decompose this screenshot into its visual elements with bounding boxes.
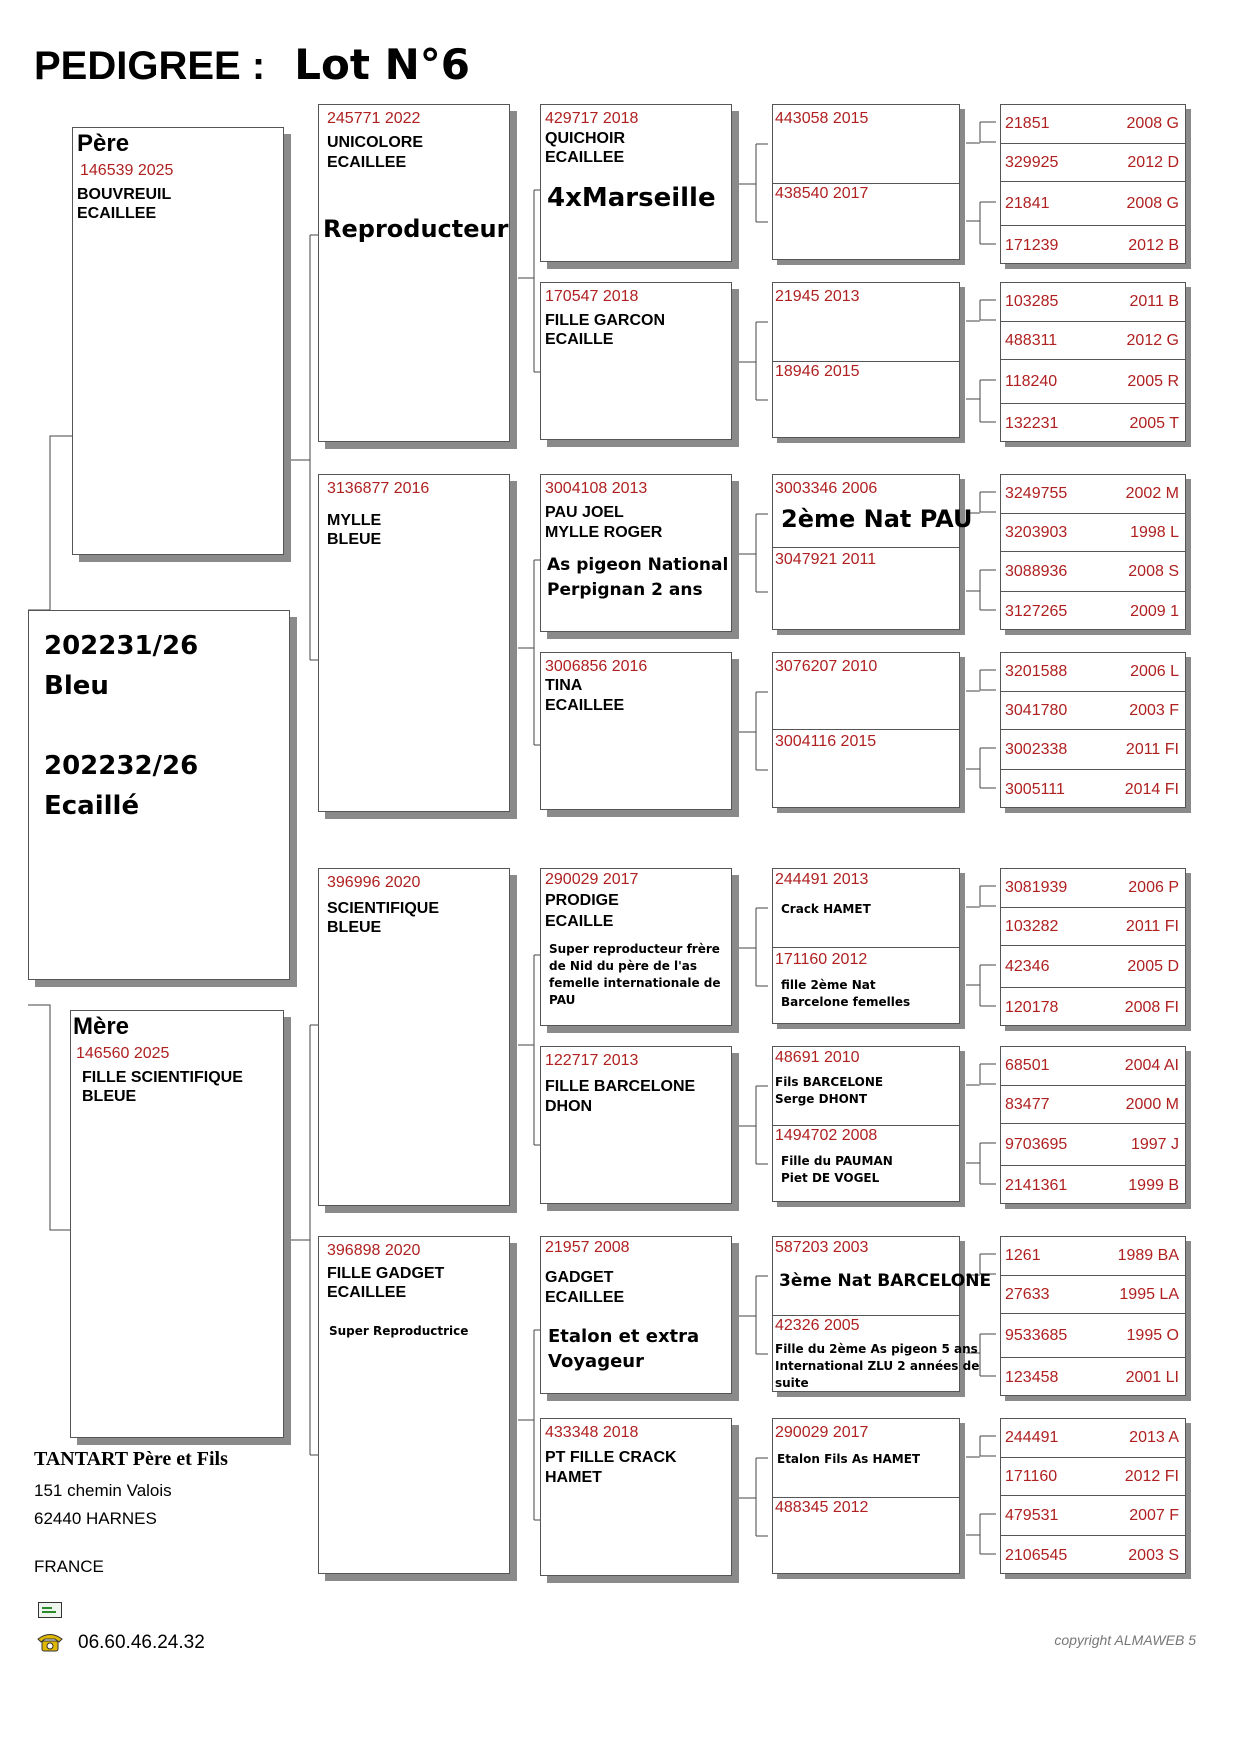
gen5-group-6 bbox=[1000, 1046, 1186, 1204]
subject-ring-1: 202231/26 bbox=[44, 631, 199, 661]
gen3-f-name-2: DHON bbox=[545, 1098, 593, 1115]
gen4-7-bottom-note-1: Fille du 2ème As pigeon 5 ans bbox=[775, 1342, 978, 1356]
mother-label: Mère bbox=[73, 1013, 130, 1040]
gen5-ring: 120178 bbox=[1005, 999, 1059, 1016]
gen5-ring: 3249755 bbox=[1005, 485, 1068, 502]
gen5-year: 2011 B bbox=[1129, 293, 1179, 310]
gen5-group-4 bbox=[1000, 652, 1186, 808]
gen5-ring: 488311 bbox=[1005, 332, 1058, 349]
gen5-ring: 118240 bbox=[1005, 373, 1058, 390]
mother-card bbox=[70, 1010, 284, 1438]
dam-sire-name-2: BLEUE bbox=[327, 919, 382, 936]
gen5-row bbox=[1001, 403, 1185, 444]
gen5-year: 2003 S bbox=[1128, 1547, 1179, 1564]
gen5-ring: 244491 bbox=[1005, 1429, 1059, 1446]
gen3-e-note-1: Super reproducteur frère bbox=[549, 942, 720, 956]
gen5-year: 2005 D bbox=[1127, 958, 1179, 975]
gen5-row bbox=[1001, 1165, 1185, 1206]
gen5-group-1 bbox=[1000, 104, 1186, 264]
gen3-card-f bbox=[540, 1046, 732, 1204]
gen5-year: 2001 LI bbox=[1125, 1369, 1179, 1386]
gen3-g-note-2: Voyageur bbox=[548, 1351, 644, 1372]
gen5-year: 1995 O bbox=[1126, 1327, 1179, 1344]
gen4-6-top-note-2: Serge DHONT bbox=[775, 1092, 868, 1106]
gen4-5-top-ring: 244491 2013 bbox=[775, 871, 869, 888]
sire-sire-note: Reproducteur bbox=[323, 215, 509, 243]
gen3-e-note-3: femelle internationale de bbox=[549, 976, 721, 990]
gen5-ring: 2106545 bbox=[1005, 1547, 1068, 1564]
title-lot: Lot N°6 bbox=[294, 40, 470, 89]
gen3-card-g bbox=[540, 1236, 732, 1394]
gen3-b-name-1: FILLE GARCON bbox=[545, 312, 665, 329]
gen5-row bbox=[1001, 321, 1185, 360]
gen5-row bbox=[1001, 359, 1185, 404]
gen5-year: 2012 G bbox=[1126, 332, 1179, 349]
father-label: Père bbox=[77, 130, 130, 157]
gen3-e-name-1: PRODIGE bbox=[545, 892, 619, 909]
email-icon bbox=[38, 1602, 62, 1618]
gen3-g-name-1: GADGET bbox=[545, 1269, 614, 1286]
gen4-6-bottom-note-1: Fille du PAUMAN bbox=[781, 1154, 893, 1168]
gen4-3-top-note: 2ème Nat PAU bbox=[781, 505, 973, 533]
gen5-row bbox=[1001, 987, 1185, 1028]
gen4-6-bottom-note-2: Piet DE VOGEL bbox=[781, 1171, 880, 1185]
gen5-year: 2004 AI bbox=[1124, 1057, 1179, 1074]
gen5-row bbox=[1001, 1123, 1185, 1166]
dam-dam-card bbox=[318, 1236, 510, 1574]
gen3-e-name-2: ECAILLE bbox=[545, 913, 614, 930]
gen5-ring: 132231 bbox=[1005, 415, 1059, 432]
gen4-3-top-ring: 3003346 2006 bbox=[775, 480, 878, 497]
gen5-row bbox=[1001, 869, 1185, 907]
dam-dam-name-1: FILLE GADGET bbox=[327, 1265, 445, 1282]
gen5-row bbox=[1001, 1357, 1185, 1398]
dam-sire-card bbox=[318, 868, 510, 1206]
gen5-ring: 3081939 bbox=[1005, 879, 1068, 896]
gen5-year: 2008 G bbox=[1126, 115, 1179, 132]
gen4-6-top-note-1: Fils BARCELONE bbox=[775, 1075, 884, 1089]
gen3-d-ring: 3006856 2016 bbox=[545, 658, 648, 675]
gen5-ring: 1261 bbox=[1005, 1247, 1041, 1264]
gen4-pair-1 bbox=[772, 104, 960, 260]
sire-sire-ring: 245771 2022 bbox=[327, 110, 421, 127]
gen5-year: 2005 T bbox=[1129, 415, 1179, 432]
gen3-a-name-1: QUICHOIR bbox=[545, 130, 625, 147]
gen5-row bbox=[1001, 283, 1185, 321]
owner-name: TANTART Père et Fils bbox=[34, 1448, 228, 1470]
gen5-year: 2011 FI bbox=[1125, 741, 1179, 758]
gen3-e-ring: 290029 2017 bbox=[545, 871, 639, 888]
gen4-7-top-note: 3ème Nat BARCELONE bbox=[779, 1271, 992, 1291]
gen3-e-note-2: de Nid du père de l'as bbox=[549, 959, 698, 973]
gen4-7-bottom-note-2: International ZLU 2 années de bbox=[775, 1359, 980, 1373]
gen5-year: 2006 P bbox=[1128, 879, 1179, 896]
gen5-ring: 3088936 bbox=[1005, 563, 1068, 580]
gen4-3-bottom-ring: 3047921 2011 bbox=[775, 551, 877, 568]
gen5-row bbox=[1001, 475, 1185, 513]
owner-block bbox=[34, 1448, 294, 1577]
gen5-year: 2014 FI bbox=[1124, 781, 1179, 798]
sire-sire-name-1: UNICOLORE bbox=[327, 134, 423, 151]
gen4-pair-7 bbox=[772, 1236, 992, 1392]
gen5-row bbox=[1001, 1275, 1185, 1314]
gen5-ring: 3201588 bbox=[1005, 663, 1068, 680]
gen4-8-top-ring: 290029 2017 bbox=[775, 1424, 869, 1441]
gen5-ring: 68501 bbox=[1005, 1057, 1050, 1074]
gen4-5-divider bbox=[773, 947, 959, 948]
gen5-row bbox=[1001, 1495, 1185, 1536]
gen4-pair-5 bbox=[772, 868, 960, 1024]
gen5-year: 1999 B bbox=[1128, 1177, 1179, 1194]
gen3-a-ring: 429717 2018 bbox=[545, 110, 639, 127]
gen5-year: 2007 F bbox=[1129, 1507, 1179, 1524]
gen5-ring: 103282 bbox=[1005, 918, 1059, 935]
sire-dam-card bbox=[318, 474, 510, 812]
father-card bbox=[72, 127, 284, 555]
gen3-h-name-2: HAMET bbox=[545, 1469, 602, 1486]
dam-sire-ring: 396996 2020 bbox=[327, 874, 421, 891]
gen5-ring: 9533685 bbox=[1005, 1327, 1068, 1344]
gen5-year: 1989 BA bbox=[1117, 1247, 1179, 1264]
sire-sire-card bbox=[318, 104, 510, 442]
gen5-ring: 21841 bbox=[1005, 195, 1050, 212]
title-pedigree: PEDIGREE : bbox=[34, 44, 266, 88]
gen5-ring: 123458 bbox=[1005, 1369, 1059, 1386]
gen5-row bbox=[1001, 1237, 1185, 1275]
gen5-year: 2008 S bbox=[1128, 563, 1179, 580]
gen5-row bbox=[1001, 1457, 1185, 1496]
dam-dam-ring: 396898 2020 bbox=[327, 1242, 421, 1259]
father-name-2: ECAILLEE bbox=[77, 205, 157, 222]
gen5-year: 2009 1 bbox=[1130, 603, 1179, 620]
gen3-g-ring: 21957 2008 bbox=[545, 1239, 630, 1256]
gen3-d-name-1: TINA bbox=[545, 677, 583, 694]
gen5-ring: 3041780 bbox=[1005, 702, 1068, 719]
gen5-group-7 bbox=[1000, 1236, 1186, 1396]
gen4-8-bottom-ring: 488345 2012 bbox=[775, 1499, 869, 1516]
gen5-ring: 3002338 bbox=[1005, 741, 1068, 758]
gen3-d-name-2: ECAILLEE bbox=[545, 697, 625, 714]
gen4-2-divider bbox=[773, 361, 959, 362]
gen4-5-bottom-note-1: fille 2ème Nat bbox=[781, 978, 876, 992]
gen4-7-top-ring: 587203 2003 bbox=[775, 1239, 869, 1256]
gen3-c-ring: 3004108 2013 bbox=[545, 480, 648, 497]
gen5-year: 2008 FI bbox=[1124, 999, 1179, 1016]
gen5-ring: 3203903 bbox=[1005, 524, 1068, 541]
gen5-year: 1997 J bbox=[1130, 1136, 1179, 1153]
gen5-row bbox=[1001, 907, 1185, 946]
gen3-b-name-2: ECAILLE bbox=[545, 331, 614, 348]
gen5-row bbox=[1001, 769, 1185, 810]
gen3-card-c bbox=[540, 474, 732, 632]
gen5-row bbox=[1001, 143, 1185, 182]
subject-color-2: Ecaillé bbox=[44, 791, 140, 821]
gen5-year: 2003 F bbox=[1129, 702, 1179, 719]
gen5-ring: 83477 bbox=[1005, 1096, 1050, 1113]
gen5-ring: 9703695 bbox=[1005, 1136, 1068, 1153]
gen3-g-note-1: Etalon et extra bbox=[548, 1326, 700, 1347]
gen3-card-a bbox=[540, 104, 732, 262]
gen3-c-name-1: PAU JOEL bbox=[545, 504, 624, 521]
phone-icon bbox=[36, 1632, 64, 1652]
gen4-1-bottom-ring: 438540 2017 bbox=[775, 185, 869, 202]
gen5-row bbox=[1001, 1419, 1185, 1457]
subject-color-1: Bleu bbox=[44, 671, 109, 701]
gen5-row bbox=[1001, 591, 1185, 632]
gen5-ring: 329925 bbox=[1005, 154, 1059, 171]
gen4-4-divider bbox=[773, 729, 959, 730]
gen4-3-divider bbox=[773, 547, 959, 548]
gen4-6-divider bbox=[773, 1125, 959, 1126]
gen5-ring: 171160 bbox=[1005, 1468, 1058, 1485]
subject-ring-2: 202232/26 bbox=[44, 751, 199, 781]
gen3-card-b bbox=[540, 282, 732, 440]
owner-phone: 06.60.46.24.32 bbox=[78, 1632, 205, 1653]
gen5-year: 1998 L bbox=[1130, 524, 1179, 541]
gen4-7-bottom-ring: 42326 2005 bbox=[775, 1317, 860, 1334]
gen5-ring: 42346 bbox=[1005, 958, 1050, 975]
owner-country: FRANCE bbox=[34, 1557, 104, 1576]
gen3-g-name-2: ECAILLEE bbox=[545, 1289, 625, 1306]
gen4-pair-6 bbox=[772, 1046, 960, 1202]
mother-name-2: BLEUE bbox=[82, 1088, 137, 1105]
gen3-f-name-1: FILLE BARCELONE bbox=[545, 1078, 696, 1095]
gen5-row bbox=[1001, 1047, 1185, 1085]
gen5-row bbox=[1001, 729, 1185, 770]
gen5-year: 2008 G bbox=[1126, 195, 1179, 212]
father-ring: 146539 2025 bbox=[80, 162, 174, 179]
gen3-card-d bbox=[540, 652, 732, 810]
gen5-row bbox=[1001, 1085, 1185, 1124]
gen4-5-top-note: Crack HAMET bbox=[781, 902, 871, 916]
gen5-year: 2013 A bbox=[1129, 1429, 1179, 1446]
gen5-group-3 bbox=[1000, 474, 1186, 630]
gen3-c-note-1: As pigeon National bbox=[547, 555, 729, 575]
gen4-1-top-ring: 443058 2015 bbox=[775, 110, 869, 127]
gen3-b-ring: 170547 2018 bbox=[545, 288, 639, 305]
gen4-6-bottom-ring: 1494702 2008 bbox=[775, 1127, 878, 1144]
sire-sire-name-2: ECAILLEE bbox=[327, 154, 407, 171]
gen4-2-bottom-ring: 18946 2015 bbox=[775, 363, 860, 380]
gen4-pair-8 bbox=[772, 1418, 960, 1574]
gen3-h-ring: 433348 2018 bbox=[545, 1424, 639, 1441]
gen5-row bbox=[1001, 945, 1185, 988]
gen5-ring: 21851 bbox=[1005, 115, 1050, 132]
gen4-4-top-ring: 3076207 2010 bbox=[775, 658, 878, 675]
owner-city: 62440 HARNES bbox=[34, 1509, 157, 1528]
gen5-year: 2012 D bbox=[1127, 154, 1179, 171]
gen4-8-top-note: Etalon Fils As HAMET bbox=[777, 1452, 921, 1466]
gen5-ring: 3127265 bbox=[1005, 603, 1068, 620]
gen5-year: 2002 M bbox=[1125, 485, 1179, 502]
gen3-c-note-2: Perpignan 2 ans bbox=[547, 580, 703, 600]
gen5-year: 2011 FI bbox=[1125, 918, 1179, 935]
gen4-pair-4 bbox=[772, 652, 960, 808]
gen5-row bbox=[1001, 105, 1185, 143]
gen3-h-name-1: PT FILLE CRACK bbox=[545, 1449, 677, 1466]
mother-ring: 146560 2025 bbox=[76, 1045, 170, 1062]
gen4-2-top-ring: 21945 2013 bbox=[775, 288, 860, 305]
gen5-row bbox=[1001, 513, 1185, 552]
gen5-group-8 bbox=[1000, 1418, 1186, 1574]
gen4-7-bottom-note-3: suite bbox=[775, 1376, 809, 1390]
dam-dam-name-2: ECAILLEE bbox=[327, 1284, 407, 1301]
page-title bbox=[34, 40, 470, 89]
subject-card bbox=[28, 610, 290, 980]
gen5-row bbox=[1001, 225, 1185, 266]
gen3-a-note: 4xMarseille bbox=[547, 183, 716, 213]
gen5-group-5 bbox=[1000, 868, 1186, 1026]
gen3-a-name-2: ECAILLEE bbox=[545, 149, 625, 166]
gen4-7-divider bbox=[773, 1315, 959, 1316]
gen3-e-note-4: PAU bbox=[549, 993, 576, 1007]
father-name-1: BOUVREUIL bbox=[77, 186, 172, 203]
gen5-ring: 479531 bbox=[1005, 1507, 1059, 1524]
gen5-year: 2005 R bbox=[1127, 373, 1179, 390]
mother-name-1: FILLE SCIENTIFIQUE bbox=[82, 1069, 243, 1086]
sire-dam-name-1: MYLLE bbox=[327, 512, 382, 529]
gen5-ring: 2141361 bbox=[1005, 1177, 1068, 1194]
gen5-row bbox=[1001, 1535, 1185, 1576]
gen5-year: 2006 L bbox=[1130, 663, 1179, 680]
gen4-pair-2 bbox=[772, 282, 960, 438]
gen4-5-bottom-note-2: Barcelone femelles bbox=[781, 995, 911, 1009]
gen3-c-name-2: MYLLE ROGER bbox=[545, 524, 663, 541]
gen5-year: 2012 FI bbox=[1124, 1468, 1179, 1485]
gen5-year: 2000 M bbox=[1125, 1096, 1179, 1113]
gen4-5-bottom-ring: 171160 2012 bbox=[775, 951, 868, 968]
gen5-ring: 171239 bbox=[1005, 237, 1059, 254]
gen5-ring: 103285 bbox=[1005, 293, 1059, 310]
gen3-card-h bbox=[540, 1418, 732, 1576]
gen5-row bbox=[1001, 181, 1185, 226]
gen4-8-divider bbox=[773, 1497, 959, 1498]
gen5-row bbox=[1001, 691, 1185, 730]
sire-dam-name-2: BLEUE bbox=[327, 531, 382, 548]
gen5-ring: 3005111 bbox=[1005, 781, 1065, 798]
dam-dam-note: Super Reproductrice bbox=[329, 1324, 469, 1338]
owner-street: 151 chemin Valois bbox=[34, 1481, 172, 1500]
gen4-4-bottom-ring: 3004116 2015 bbox=[775, 733, 877, 750]
copyright: copyright ALMAWEB 5 bbox=[1054, 1632, 1196, 1648]
gen5-year: 2012 B bbox=[1128, 237, 1179, 254]
gen4-1-divider bbox=[773, 183, 959, 184]
gen5-group-2 bbox=[1000, 282, 1186, 442]
gen3-card-e bbox=[540, 868, 732, 1026]
dam-sire-name-1: SCIENTIFIQUE bbox=[327, 900, 440, 917]
gen3-f-ring: 122717 2013 bbox=[545, 1052, 639, 1069]
gen5-row bbox=[1001, 1313, 1185, 1358]
gen4-6-top-ring: 48691 2010 bbox=[775, 1049, 860, 1066]
gen4-pair-3 bbox=[772, 474, 973, 630]
gen5-row bbox=[1001, 653, 1185, 691]
sire-dam-ring: 3136877 2016 bbox=[327, 480, 430, 497]
gen5-ring: 27633 bbox=[1005, 1286, 1050, 1303]
gen5-year: 1995 LA bbox=[1119, 1286, 1179, 1303]
gen5-row bbox=[1001, 551, 1185, 592]
